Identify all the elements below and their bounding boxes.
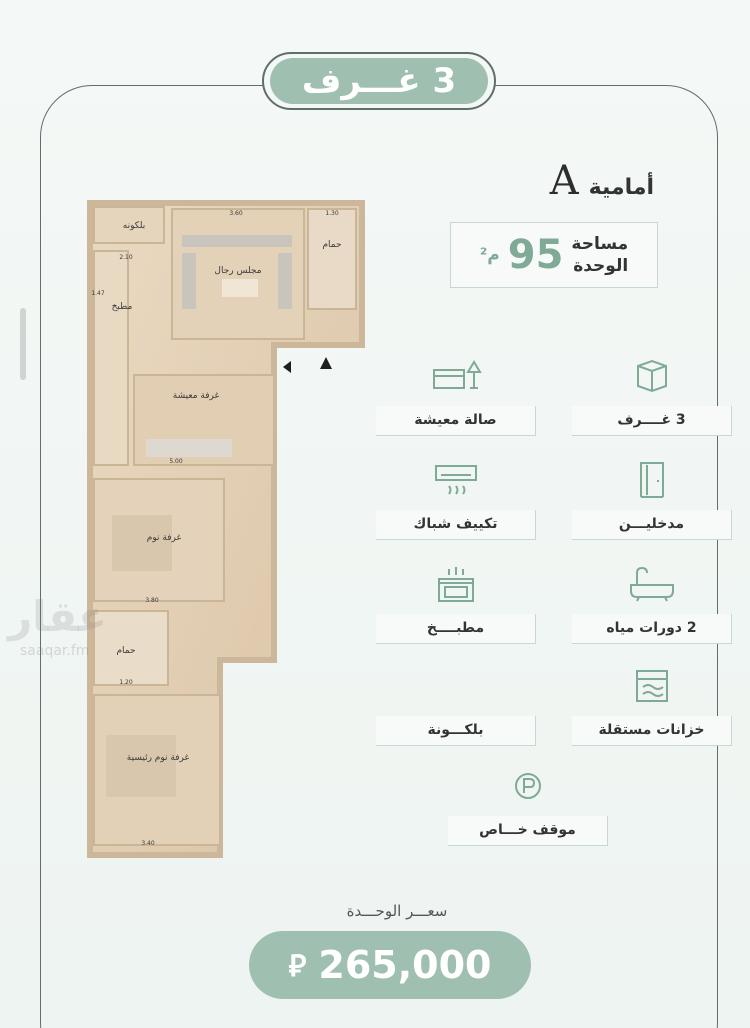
area-label-line2: الوحدة: [573, 256, 629, 276]
door-icon: [572, 458, 732, 502]
plan-dim-label: 3.80: [145, 597, 159, 604]
room-bath-top: [308, 209, 356, 309]
unit-type: [550, 158, 654, 204]
plan-room-label: حمام: [116, 646, 136, 656]
feature-tanks: [572, 664, 732, 746]
feature-kitchen: [376, 562, 536, 644]
plan-dim-label: 1.20: [119, 679, 133, 686]
feature-parking: [448, 764, 608, 846]
table-shape: [222, 279, 258, 297]
area-unit-wrap: [480, 245, 500, 265]
feature-label: خزانات مستقلة: [572, 716, 732, 746]
plan-dim-label: 3.40: [141, 840, 155, 847]
feature-label: مدخليـــن: [572, 510, 732, 540]
bed-shape: [106, 735, 176, 797]
area-label-line1: مساحة: [571, 234, 629, 254]
feature-living: [376, 354, 536, 436]
parking-icon: [448, 764, 608, 808]
plan-dim-label: 1.47: [91, 290, 105, 297]
room-kitchen: [94, 251, 128, 465]
storage-tank-icon: [572, 664, 732, 708]
plan-dim-label: 1.30: [325, 210, 339, 217]
feature-rooms: [572, 354, 732, 436]
bed-shape: [112, 515, 172, 571]
area-box: [450, 222, 658, 288]
feature-entrances: [572, 458, 732, 540]
bathtub-icon: [572, 562, 732, 606]
scroll-handle[interactable]: [20, 308, 26, 380]
plan-dim-label: 3.60: [229, 210, 243, 217]
kitchen-stove-icon: [376, 562, 536, 606]
plan-room-label: غرفة معيشة: [172, 391, 220, 401]
feature-balcony: [376, 664, 536, 746]
entry-arrow-up: [320, 357, 332, 369]
title-pill: [262, 52, 496, 110]
currency-icon: ⃁: [288, 948, 307, 984]
watermark-url: saaqar.fm: [20, 643, 90, 659]
air-conditioner-icon: [376, 458, 536, 502]
entry-arrow-left: [283, 361, 291, 373]
plan-room-label: بلكونه: [122, 221, 146, 231]
plan-dim-label: 5.00: [169, 458, 183, 465]
area-unit: م²: [479, 245, 500, 265]
feature-bathrooms: [572, 562, 732, 644]
price-label: سعـــر الوحـــدة: [346, 902, 448, 920]
balcony-icon: [376, 664, 536, 708]
plan-room-label: غرفة نوم: [146, 533, 182, 543]
feature-label: صالة معيشة: [376, 406, 536, 436]
unit-facing: أمامية: [588, 175, 654, 200]
area-value: 95: [507, 232, 564, 278]
sofa-shape: [182, 253, 196, 309]
sofa-shape: [182, 235, 292, 247]
feature-label: 3 غــــرف: [572, 406, 732, 436]
unit-letter: A: [549, 158, 579, 204]
feature-label: 2 دورات مياه: [572, 614, 732, 644]
feature-ac: [376, 458, 536, 540]
plan-room-label: مطبخ: [111, 302, 133, 312]
room-box-icon: [572, 354, 732, 398]
feature-label: مطبــــخ: [376, 614, 536, 644]
sofa-shape: [278, 253, 292, 309]
feature-label: بلكـــونة: [376, 716, 536, 746]
page-title: 3 غـــرف: [270, 58, 488, 104]
plan-room-label: حمام: [322, 240, 342, 250]
feature-label: تكييف شباك: [376, 510, 536, 540]
sofa-lamp-icon: [376, 354, 536, 398]
feature-label: موقف خـــاص: [448, 816, 608, 846]
floor-plan: [86, 195, 376, 863]
price-value: 265,000: [318, 943, 492, 987]
price-pill: [249, 931, 531, 999]
watermark-logo: عقار: [8, 592, 107, 641]
plan-dim-label: 2.10: [119, 254, 133, 261]
plan-room-label: مجلس رجال: [214, 266, 262, 276]
area-label: [571, 233, 628, 277]
sofa-shape: [146, 439, 232, 457]
plan-room-label: غرفة نوم رئيسية: [126, 753, 190, 763]
